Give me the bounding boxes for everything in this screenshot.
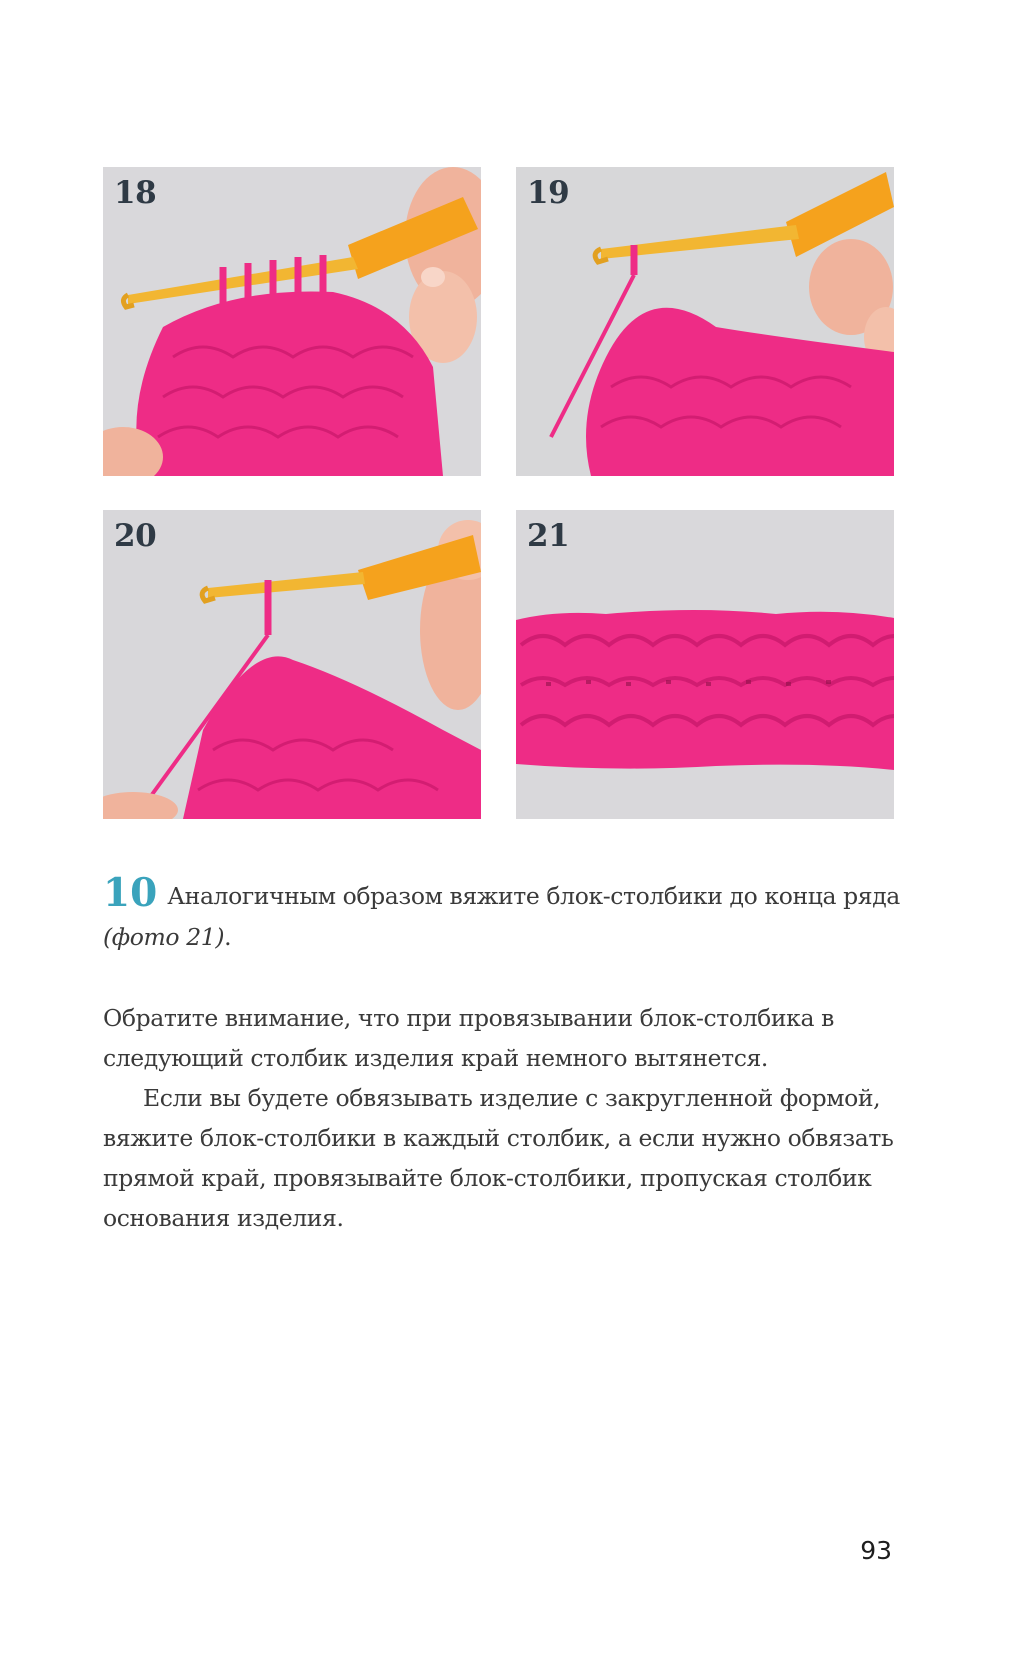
note-paragraph-2: Если вы будете обвязывать изделие с закругленной формой, вяжите блок-столбики в каждый столбик, а если нужно обвязать прямой край, провязывайте блок-столбики, пропуская столбик основания изделия. xyxy=(103,1084,894,1232)
step-text-main: Аналогичным образом вяжите блок-столбики до конца ряда xyxy=(167,882,900,910)
note-paragraph-1: Обратите внимание, что при провязывании блок-столбика в следующий столбик изделия край немного вытянется. xyxy=(103,1004,834,1072)
photo-20-image xyxy=(103,510,481,819)
photo-20 xyxy=(103,510,481,819)
notes xyxy=(103,998,903,1238)
photo-18-number: 18 xyxy=(114,175,157,211)
step-number: 10 xyxy=(103,870,158,916)
photo-19-number: 19 xyxy=(527,175,570,211)
step-text-reference: (фото 21) xyxy=(103,923,225,951)
photo-20-number: 20 xyxy=(114,518,157,554)
photo-grid xyxy=(103,167,894,819)
photo-21 xyxy=(516,510,894,819)
photo-21-number: 21 xyxy=(527,518,570,554)
step-text-end: . xyxy=(224,923,232,951)
photo-18 xyxy=(103,167,481,476)
photo-18-image xyxy=(103,167,481,476)
photo-21-image xyxy=(516,510,894,819)
photo-19-image xyxy=(516,167,894,476)
step-10 xyxy=(103,870,903,958)
step-text xyxy=(103,882,900,951)
photo-19 xyxy=(516,167,894,476)
page-number: 93 xyxy=(860,1536,892,1565)
